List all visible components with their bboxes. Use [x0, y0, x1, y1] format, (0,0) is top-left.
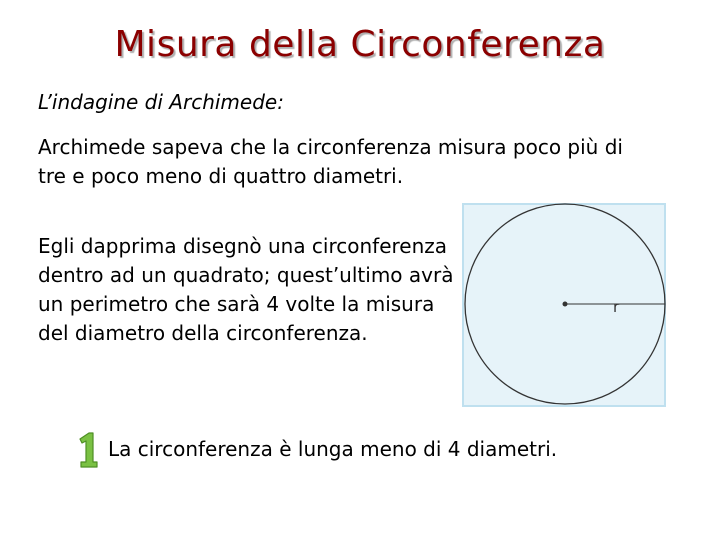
- circle-in-square-figure: [462, 203, 666, 407]
- number-one-icon: [76, 430, 98, 468]
- circle-in-square-drawing: [462, 203, 666, 407]
- intro-paragraph: Archimede sapeva che la circonferenza misura poco più di tre e poco meno di quattro diametri.: [38, 135, 623, 188]
- slide-subtitle: L’indagine di Archimede:: [38, 90, 284, 114]
- radius-label: r: [613, 298, 620, 316]
- conclusion-text: La circonferenza è lunga meno di 4 diametri.: [108, 437, 558, 461]
- method-paragraph: Egli dapprima disegnò una circonferenza dentro ad un quadrato; quest’ultimo avrà un perimetro che sarà 4 volte la misura del diametro della circonferenza.: [38, 234, 454, 345]
- conclusion-row: [76, 430, 557, 468]
- center-point: [563, 302, 568, 307]
- slide-title: Misura della Circonferenza: [114, 24, 606, 65]
